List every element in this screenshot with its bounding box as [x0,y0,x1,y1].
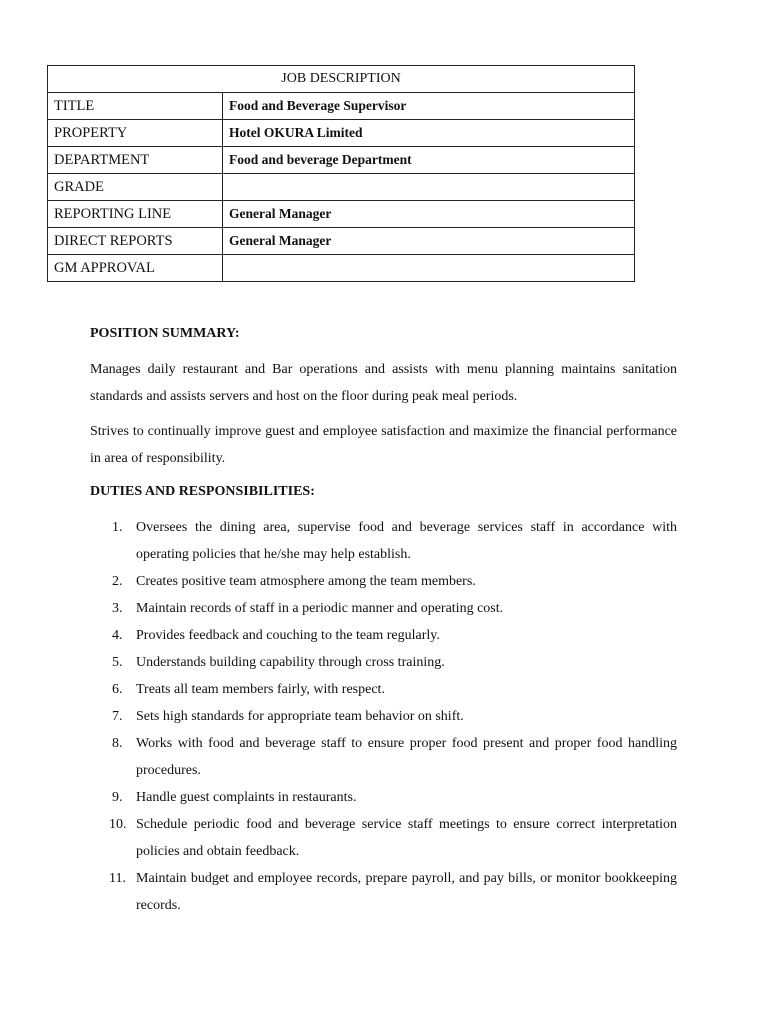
row-label-department: DEPARTMENT [48,147,223,174]
list-item-text: Sets high standards for appropriate team behavior on shift. [136,709,464,724]
job-description-table [47,65,635,282]
row-label-gm-approval: GM APPROVAL [48,255,223,282]
list-item [90,568,677,595]
summary-paragraph: Manages daily restaurant and Bar operations and assists with menu planning maintains sanitation standards and assists servers and host on the floor during peak meal periods. [90,362,677,404]
list-item-number: 7. [112,709,123,724]
list-item [90,703,677,730]
table-row [48,174,635,201]
list-item-number: 5. [112,655,123,670]
list-item-number: 2. [112,574,123,589]
list-item-text: Treats all team members fairly, with respect. [136,682,385,697]
table-header-row [48,66,635,93]
list-item [90,811,677,865]
list-item-number: 1. [112,520,123,535]
position-summary-heading: POSITION SUMMARY: [90,326,240,341]
list-item-number: 3. [112,601,123,616]
list-item [90,676,677,703]
row-value-reporting-line: General Manager [223,201,635,228]
list-item-text: Schedule periodic food and beverage service staff meetings to ensure correct interpretation policies and obtain feedback. [136,817,677,859]
row-label-title: TITLE [48,93,223,120]
list-item-text: Oversees the dining area, supervise food and beverage services staff in accordance with operating policies that he/she may help establish. [136,520,677,562]
list-item-number: 8. [112,736,123,751]
list-item-text: Maintain records of staff in a periodic manner and operating cost. [136,601,504,616]
list-item [90,784,677,811]
list-item [90,622,677,649]
list-item-number: 9. [112,790,123,805]
list-item [90,649,677,676]
row-value-gm-approval [223,255,635,282]
list-item-text: Works with food and beverage staff to ensure proper food present and proper food handling procedures. [136,736,677,778]
list-item-text: Understands building capability through cross training. [136,655,445,670]
summary-paragraph: Strives to continually improve guest and employee satisfaction and maximize the financial performance in area of responsibility. [90,424,677,466]
list-item [90,595,677,622]
row-label-property: PROPERTY [48,120,223,147]
row-value-department: Food and beverage Department [223,147,635,174]
row-value-property: Hotel OKURA Limited [223,120,635,147]
list-item-text: Maintain budget and employee records, prepare payroll, and pay bills, or monitor bookkeeping records. [136,871,677,913]
table-header: JOB DESCRIPTION [48,66,635,93]
table-row [48,201,635,228]
list-item-number: 10. [109,817,127,832]
row-label-direct-reports: DIRECT REPORTS [48,228,223,255]
row-value-direct-reports: General Manager [223,228,635,255]
document-body [90,320,677,919]
table-row [48,228,635,255]
list-item [90,514,677,568]
list-item-text: Creates positive team atmosphere among the team members. [136,574,476,589]
list-item-number: 11. [109,871,126,886]
duties-heading: DUTIES AND RESPONSIBILITIES: [90,484,315,499]
list-item-text: Provides feedback and couching to the team regularly. [136,628,440,643]
row-label-reporting-line: REPORTING LINE [48,201,223,228]
list-item [90,865,677,919]
row-label-grade: GRADE [48,174,223,201]
list-item-number: 6. [112,682,123,697]
table-row [48,147,635,174]
list-item-text: Handle guest complaints in restaurants. [136,790,357,805]
row-value-grade [223,174,635,201]
table-row [48,120,635,147]
list-item [90,730,677,784]
table-row [48,255,635,282]
duties-list [90,514,677,919]
row-value-title: Food and Beverage Supervisor [223,93,635,120]
list-item-number: 4. [112,628,123,643]
table-row [48,93,635,120]
